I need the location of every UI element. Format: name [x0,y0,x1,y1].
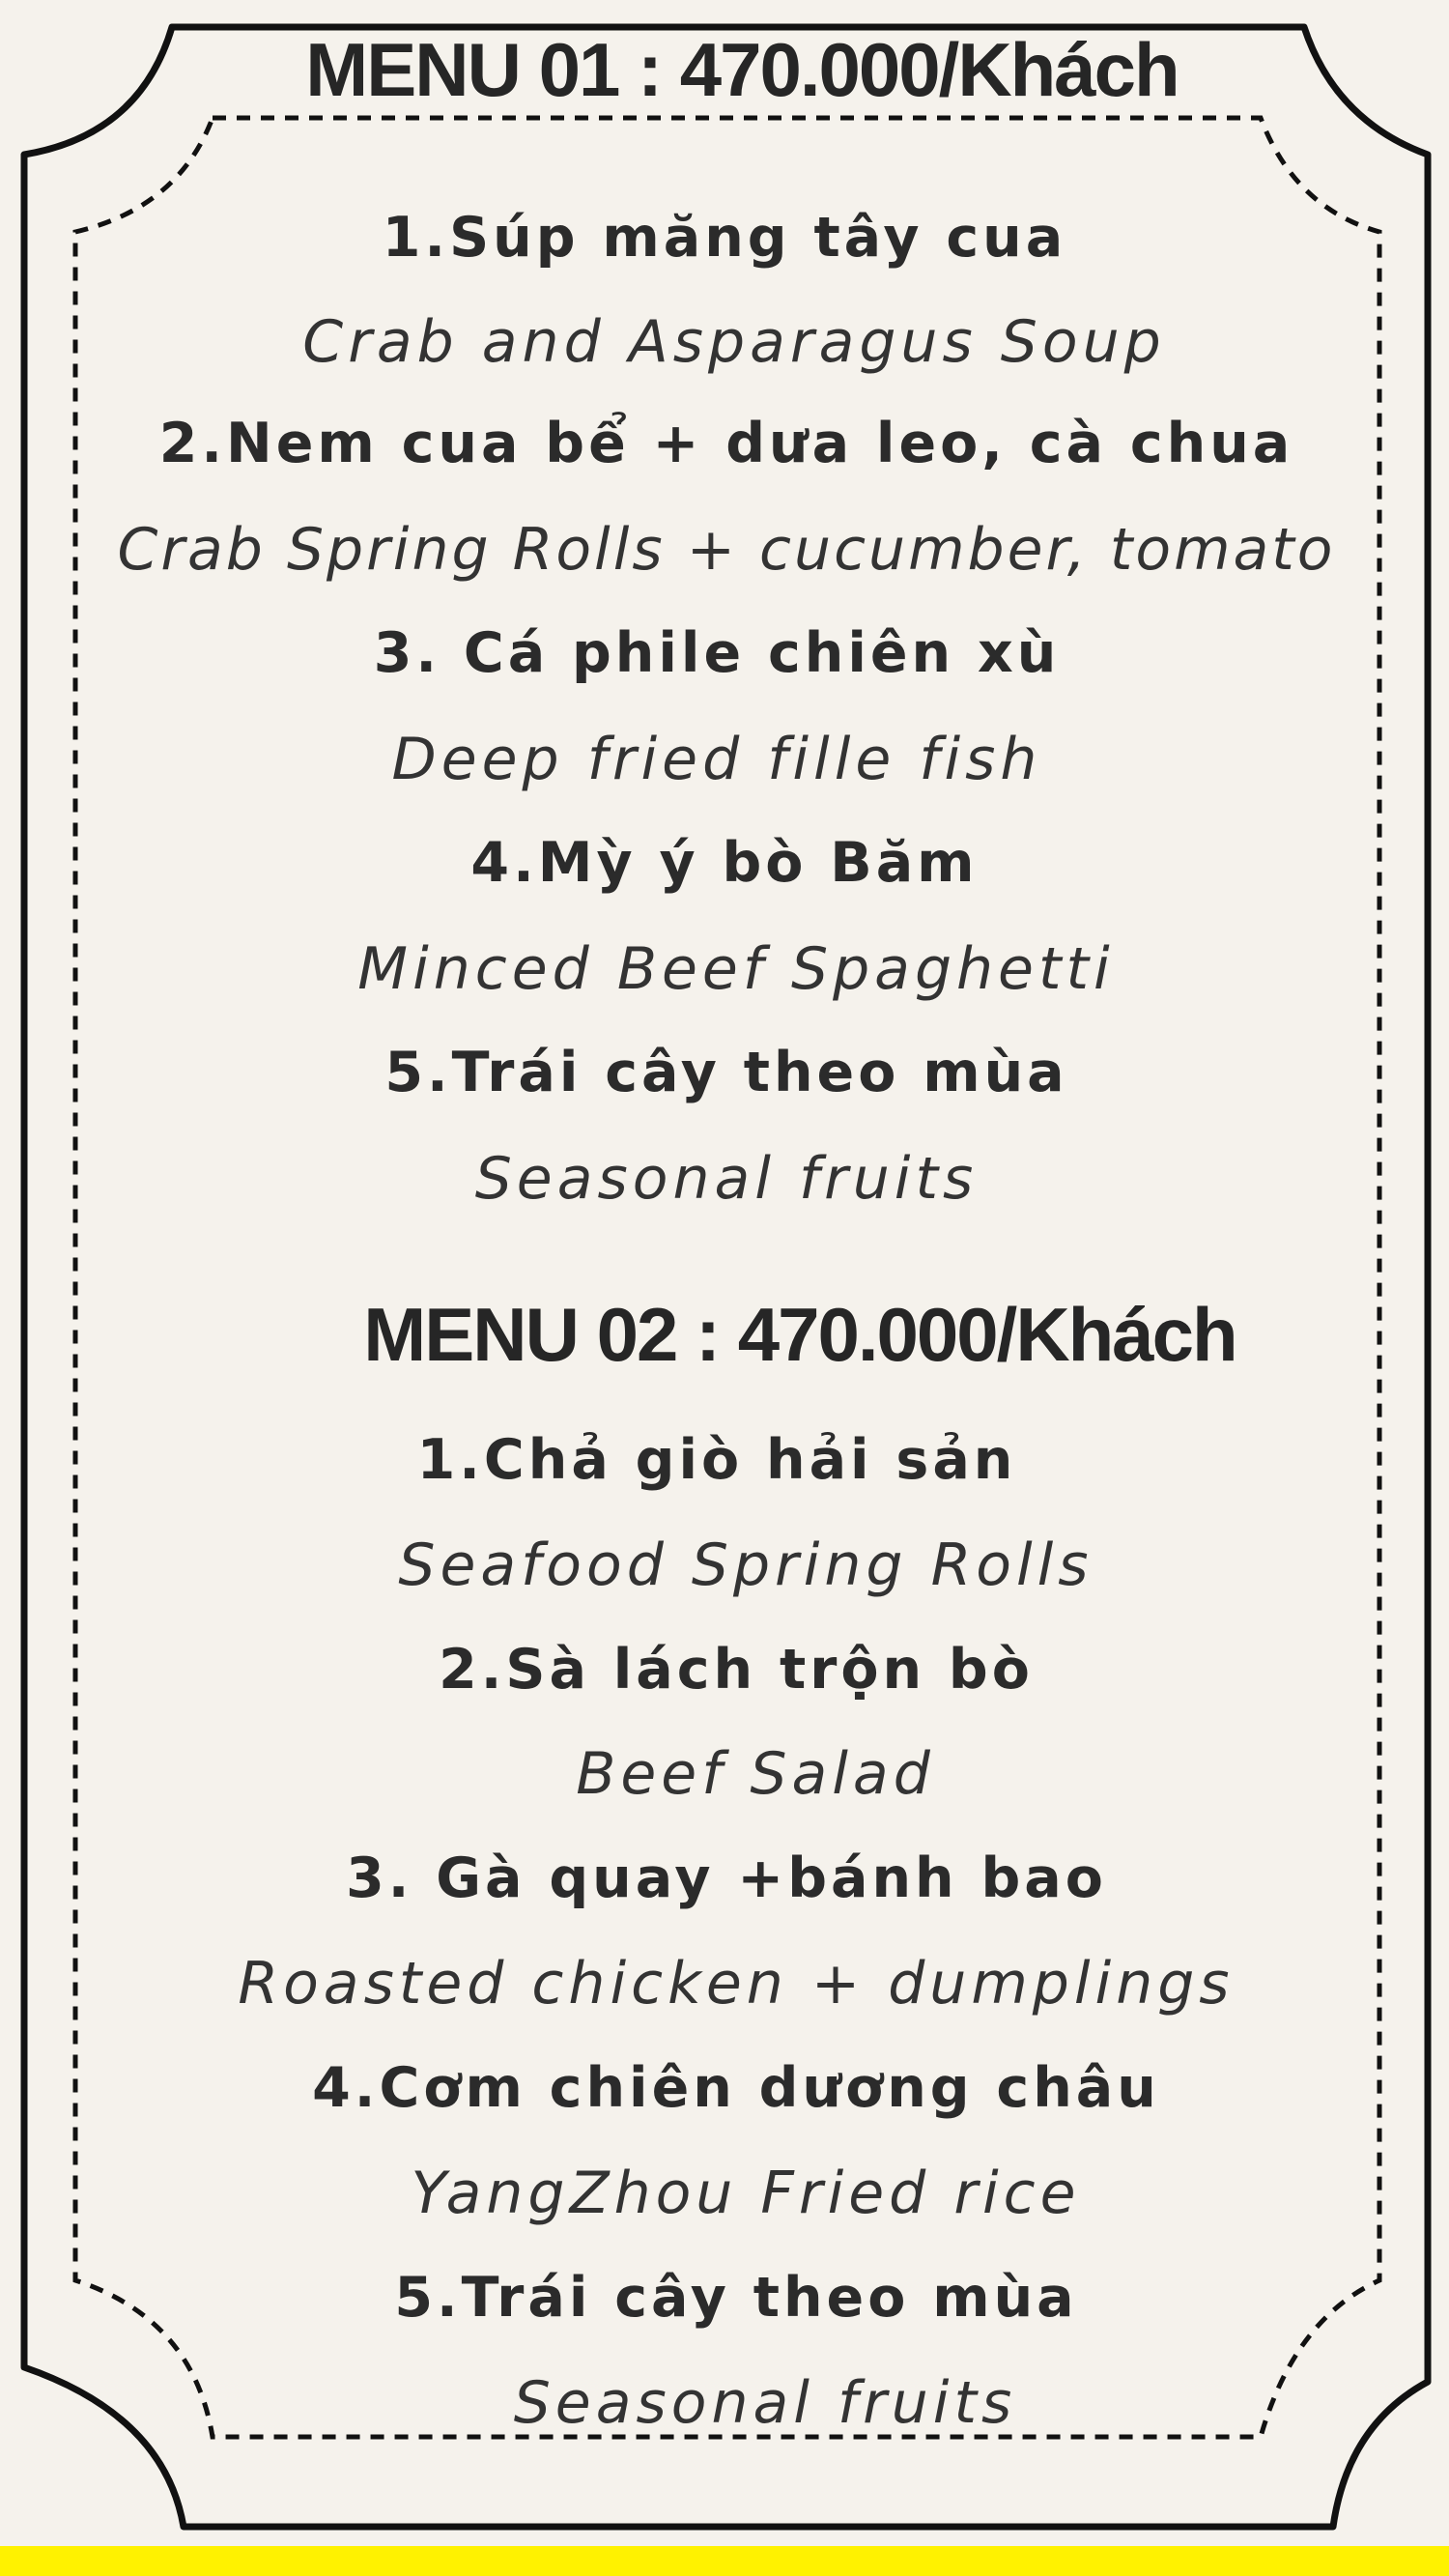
bottom-accent-bar [0,2546,1449,2576]
menu-02-item-1-vn: 1.Chả giò hải sản [416,1428,1017,1492]
menu-02-title: MENU 02 : 470.000/Khách [363,1292,1236,1377]
menu-02-item-4-en: YangZhou Fried rice [411,2160,1081,2227]
menu-02-item-2-en: Beef Salad [576,1740,935,1808]
menu-02-item-5-en: Seasonal fruits [513,2369,1017,2437]
menu-01-item-5-en: Seasonal fruits [474,1145,979,1213]
menu-01-item-1-vn: 1.Súp măng tây cua [382,206,1067,270]
menu-01-item-2-en: Crab Spring Rolls + cucumber, tomato [117,516,1336,584]
menu-01-item-2-vn: 2.Nem cua bể + dưa leo, cà chua [158,412,1294,475]
menu-02-item-2-vn: 2.Sà lách trộn bò [439,1638,1034,1702]
menu-01-item-3-en: Deep fried fille fish [391,726,1042,793]
menu-02-item-3-vn: 3. Gà quay +bánh bao [346,1846,1107,1910]
menu-02-item-5-vn: 5.Trái cây theo mùa [394,2266,1078,2330]
menu-01-item-4-vn: 4.Mỳ ý bò Băm [470,831,979,895]
menu-01-item-4-en: Minced Beef Spaghetti [357,935,1115,1003]
menu-01-item-3-vn: 3. Cá phile chiên xù [373,621,1061,685]
menu-02-item-1-en: Seafood Spring Rolls [398,1531,1094,1599]
menu-01-item-1-en: Crab and Asparagus Soup [302,308,1166,376]
menu-02-item-4-vn: 4.Cơm chiên dương châu [312,2056,1160,2120]
menu-01-item-5-vn: 5.Trái cây theo mùa [384,1041,1068,1104]
outer-border [24,27,1428,2527]
menu-01-title: MENU 01 : 470.000/Khách [305,27,1179,112]
menu-02-item-3-en: Roasted chicken + dumplings [238,1950,1235,2018]
